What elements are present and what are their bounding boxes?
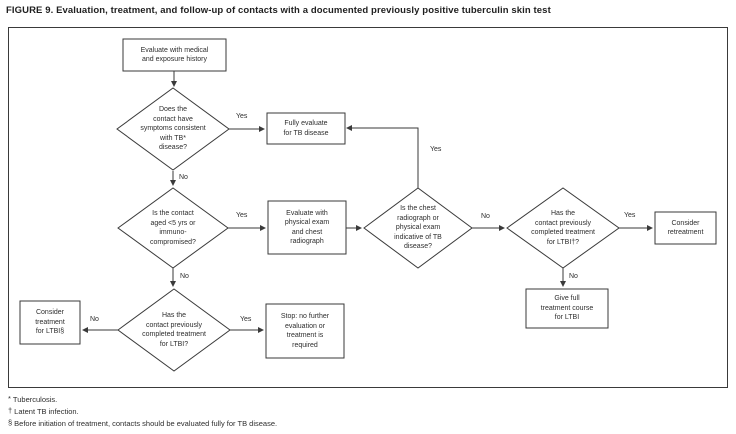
radiograph-decision-label: Is the chest radiograph or physical exam indicative of TB disease? [394,205,442,251]
consider-treatment-box-label: Consider treatment for LTBI§ [35,309,65,336]
age-immuno-decision-shape [118,188,228,268]
prior-treatment-upper-decision-label: Has the contact previously completed treatment for LTBI†? [531,210,595,246]
give-full-treatment-box-label: Give full treatment course for LTBI [540,295,594,322]
footnote-tuberculosis [8,394,277,406]
fully-evaluate-box-label: Fully evaluate for TB disease [283,120,329,137]
evaluate-physical-box-label: Evaluate with physical exam and chest radiograph [284,209,330,245]
edge-label-prior-upper-no: No [569,273,578,280]
prior-treatment-upper-decision-shape [507,188,619,268]
consider-retreatment-box-shape [655,212,716,244]
symptoms-decision-label: Does the contact have symptoms consistent with TB* disease? [140,106,206,152]
fully-evaluate-box-shape [267,113,345,144]
edge-label-radiograph-no: No [481,213,490,220]
symptoms-decision-shape [117,88,229,170]
footnote-text-before-initiation: Before initiation of treatment, contacts should be evaluated fully for TB disease. [14,418,278,428]
edge-label-age-yes: Yes [236,212,248,219]
footnotes [8,394,277,429]
connector-radiograph-yes [347,128,418,188]
footnote-text-ltbi: Latent TB infection. [14,406,79,416]
flowchart-canvas [9,28,727,387]
give-full-treatment-box-shape [526,289,608,328]
edge-label-radiograph-yes: Yes [430,146,442,153]
start-box-label: Evaluate with medical and exposure history [140,46,209,63]
stop-box-shape [266,304,344,358]
start-box-shape [123,39,226,71]
radiograph-decision-shape [364,188,472,268]
footnote-ltbi [8,406,277,418]
edge-label-prior-lower-no: No [90,316,99,323]
edge-label-age-no: No [180,273,189,280]
footnote-marker-asterisk: * [8,394,11,403]
edge-label-prior-upper-yes: Yes [624,212,636,219]
prior-treatment-lower-decision-shape [118,289,230,371]
edge-label-symptoms-yes: Yes [236,113,248,120]
consider-treatment-box-shape [20,301,80,344]
footnote-marker-section: § [8,417,13,427]
age-immuno-decision-label: Is the contact aged <5 yrs or immuno- compromised? [150,210,196,246]
flowchart-frame [8,27,728,388]
consider-retreatment-box-label: Consider retreatment [667,219,704,236]
stop-box-label: Stop: no further evaluation or treatment is required [280,313,330,349]
footnote-before-initiation [8,418,277,430]
evaluate-physical-box-shape [268,201,346,254]
footnote-marker-dagger: † [8,405,13,415]
edge-label-symptoms-no: No [179,174,188,181]
edge-label-prior-lower-yes: Yes [240,316,252,323]
prior-treatment-lower-decision-label: Has the contact previously completed treatment for LTBI? [142,312,206,348]
figure-title: FIGURE 9. Evaluation, treatment, and follow-up of contacts with a documented previously positive tuberculin skin test [6,5,551,16]
footnote-text-tuberculosis: Tuberculosis. [12,395,58,404]
